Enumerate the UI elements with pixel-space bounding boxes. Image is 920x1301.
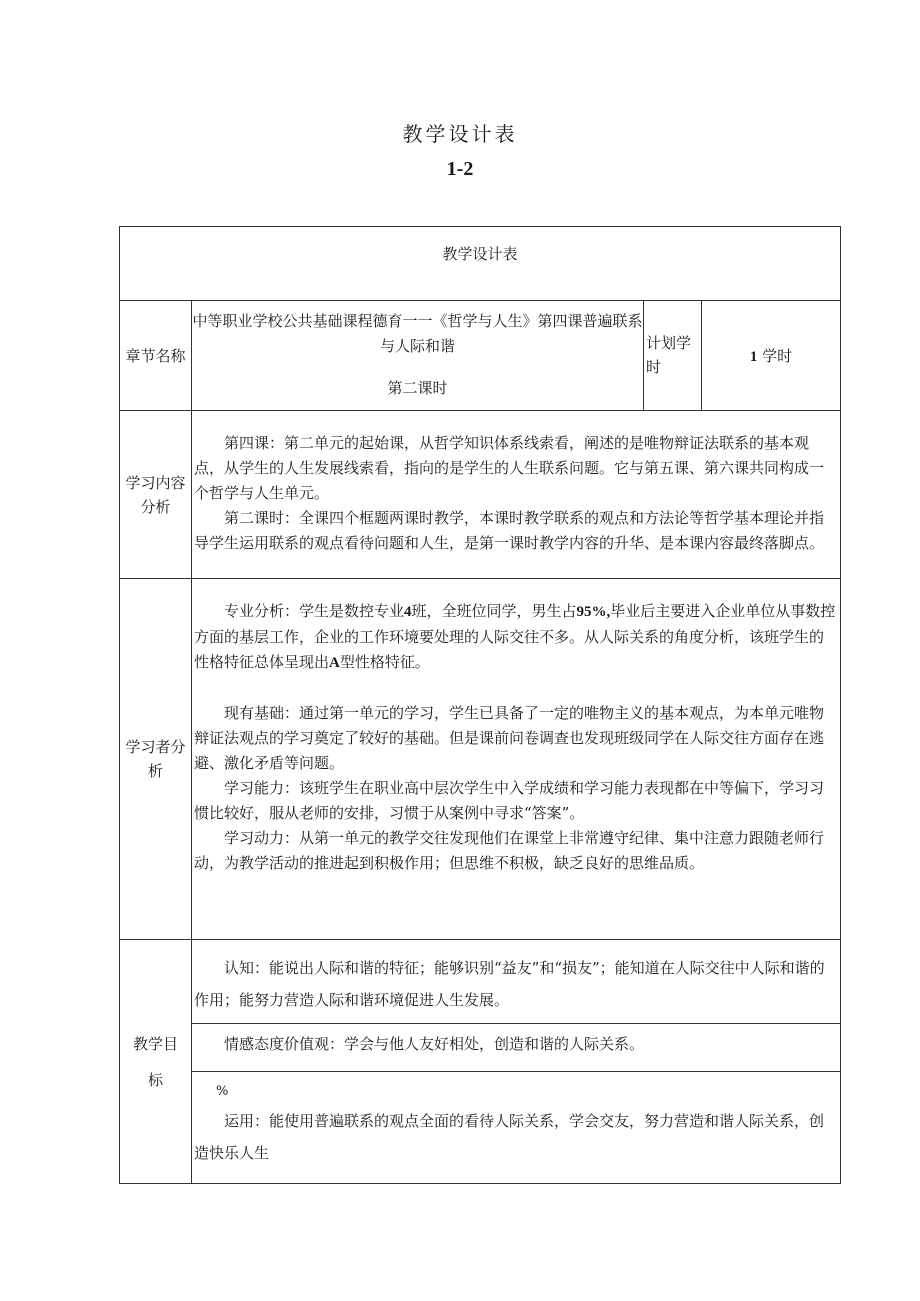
objective-cognition-cell (192, 940, 841, 1024)
objectives-label-line1: 教学目 (132, 1034, 178, 1053)
planned-hours-number: 1 (749, 349, 758, 365)
content-analysis-cell (192, 411, 841, 579)
learner-learning-ability: 学习能力：该班学生在职业高中层次学生中入学成绩和学习能力表现都在中等偏下，学习习惯比较好，服从老师的安排，习惯于从案例中寻求“答案”。 (194, 779, 825, 822)
objective-emotion: 情感态度价值观：学会与他人友好相处，创造和谐的人际关系。 (224, 1035, 645, 1053)
text-run: 型性格特征。 (339, 653, 430, 671)
learner-motivation: 学习动力：从第一单元的教学交往发现他们在课堂上非常遵守纪律、集中注意力跟随老师行动，为教学活动的推进起到积极作用；但思维不积极，缺乏良好的思维品质。 (194, 829, 825, 872)
objective-application: 运用：能使用普遍联系的观点全面的看待人际关系，学会交友，努力营造和谐人际关系，创造快乐人生 (194, 1112, 825, 1162)
chapter-session: 第二课时 (387, 379, 448, 397)
table-header-text: 教学设计表 (442, 245, 518, 263)
planned-hours-label-cell (644, 301, 702, 411)
learner-analysis-cell (192, 579, 841, 940)
learner-professional-analysis (194, 599, 838, 676)
content-analysis-paragraph: 第二课时：全课四个框题两课时教学，本课时教学联系的观点和方法论等哲学基本理论并指导学生运用联系的观点看待问题和人生，是第一课时教学内容的升华、是本课内容最终落脚点。 (194, 509, 825, 552)
content-analysis-label: 学习内容分析 (120, 411, 192, 579)
objective-application-cell (192, 1072, 841, 1184)
chapter-label: 章节名称 (120, 301, 192, 411)
design-table (119, 226, 841, 1184)
text-run: 班，全班位同学，男生占 (411, 602, 577, 620)
objectives-label (120, 940, 192, 1184)
chapter-name: 中等职业学校公共基础课程德育一一《哲学与人生》第四课普遍联系与人际和谐 (192, 312, 643, 355)
objectives-label-line2: 标 (147, 1070, 163, 1089)
stray-mark: % (216, 1084, 229, 1099)
document-title: 教学设计表 (402, 122, 518, 146)
objective-emotion-cell (192, 1024, 841, 1072)
learner-existing-foundation: 现有基础：通过第一单元的学习，学生已具备了一定的唯物主义的基本观点，为本单元唯物辩证法观点的学习奠定了较好的基础。但是课前问卷调查也发现班级同学在人际交往方面存在逃避、激化矛盾等问题。 (194, 704, 825, 772)
text-run: 专业分析：学生是数控专业 (224, 602, 405, 620)
objective-cognition: 认知：能说出人际和谐的特征；能够识别“益友”和“损友”；能知道在人际交往中人际和谐的作用；能努力营造人际和谐环境促进人生发展。 (194, 959, 825, 1009)
table-header (120, 227, 841, 301)
learner-analysis-label: 学习者分析 (120, 579, 192, 940)
planned-hours-unit: 学时 (762, 347, 793, 365)
content-analysis-paragraph: 第四课：第二单元的起始课，从哲学知识体系线索看，阐述的是唯物辩证法联系的基本观点，从学生的人生发展线索看，指向的是学生的人生联系问题。它与第五课、第六课共同构成一个哲学与人生单元。 (194, 434, 825, 502)
planned-hours-value (702, 301, 841, 411)
personality-type: A (329, 655, 340, 671)
male-percentage: 95%, (576, 604, 611, 620)
planned-hours-label: 计划学时 (646, 334, 692, 376)
chapter-name-cell (192, 301, 644, 411)
document-subtitle: 1-2 (446, 158, 474, 180)
text-run: 毕业后主要进入企业单位从事数控方面的基层工作，企业的工作环境要处理的人际交往不多。从人际关系的角度分析，该班学生的性格特征总体呈现出 (194, 602, 836, 671)
class-number: 4 (404, 604, 412, 620)
